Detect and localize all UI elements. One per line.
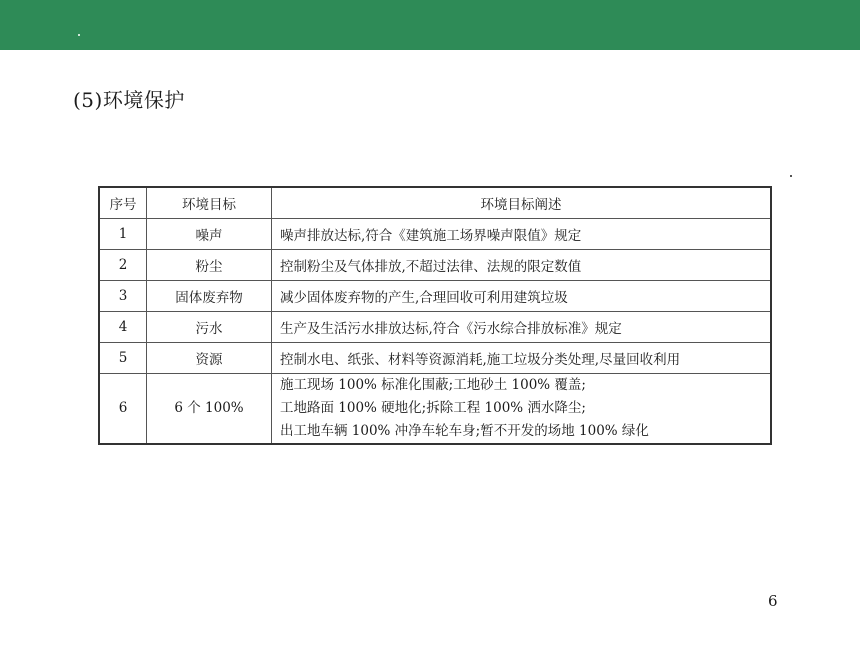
- row-no: 4: [99, 312, 147, 343]
- row-no: 6: [99, 374, 147, 445]
- top-banner: [0, 0, 860, 50]
- row-description: 生产及生活污水排放达标,符合《污水综合排放标准》规定: [272, 312, 772, 343]
- row-no: 2: [99, 250, 147, 281]
- description-line: 出工地车辆 100% 冲净车轮车身;暂不开发的场地 100% 绿化: [280, 423, 649, 439]
- description-line: 施工现场 100% 标准化围蔽;工地砂土 100% 覆盖;: [280, 377, 586, 393]
- table-header-row: [99, 187, 771, 219]
- header-target: 环境目标: [147, 187, 272, 219]
- header-no: 序号: [99, 187, 147, 219]
- row-target: 污水: [147, 312, 272, 343]
- row-description: 减少固体废弃物的产生,合理回收可利用建筑垃圾: [272, 281, 772, 312]
- table-row: [99, 374, 771, 445]
- row-target: 固体废弃物: [147, 281, 272, 312]
- row-no: 3: [99, 281, 147, 312]
- page-number: 6: [768, 592, 778, 610]
- row-target: 资源: [147, 343, 272, 374]
- row-target: 6 个 100%: [147, 374, 272, 445]
- table-row: [99, 312, 771, 343]
- row-no: 5: [99, 343, 147, 374]
- row-description: 噪声排放达标,符合《建筑施工场界噪声限值》规定: [272, 219, 772, 250]
- table-row: [99, 343, 771, 374]
- row-no: 1: [99, 219, 147, 250]
- description-line: 工地路面 100% 硬地化;拆除工程 100% 洒水降尘;: [280, 400, 586, 416]
- table-row: [99, 250, 771, 281]
- banner-dot: [78, 34, 80, 36]
- row-description: [272, 374, 772, 445]
- section-heading: (5)环境保护: [73, 88, 185, 112]
- row-description: 控制粉尘及气体排放,不超过法律、法规的限定数值: [272, 250, 772, 281]
- environment-goals-table: [98, 186, 772, 445]
- table-row: [99, 219, 771, 250]
- row-target: 粉尘: [147, 250, 272, 281]
- stray-dot: [790, 175, 792, 177]
- header-description: 环境目标阐述: [272, 187, 772, 219]
- table-row: [99, 281, 771, 312]
- row-description: 控制水电、纸张、材料等资源消耗,施工垃圾分类处理,尽量回收利用: [272, 343, 772, 374]
- row-target: 噪声: [147, 219, 272, 250]
